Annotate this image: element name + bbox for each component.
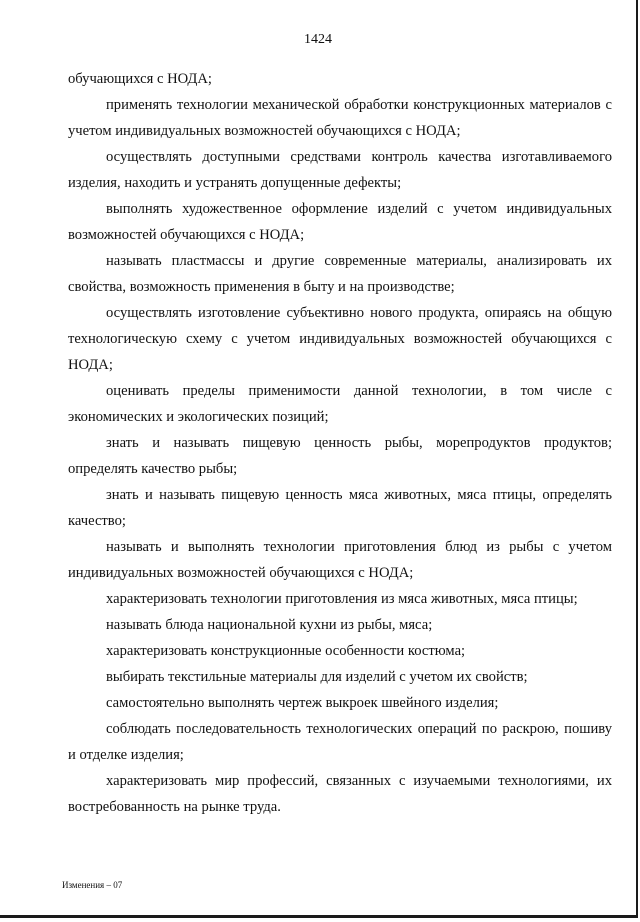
paragraph: соблюдать последовательность технологических операций по раскрою, пошиву и отделке изделия; (68, 721, 612, 763)
paragraph: оценивать пределы применимости данной технологии, в том числе с экономических и экологических позиций; (68, 383, 612, 425)
paragraph: выбирать текстильные материалы для изделий с учетом их свойств; (106, 669, 528, 685)
paragraph: характеризовать технологии приготовления из мяса животных, мяса птицы; (106, 591, 578, 607)
paragraph-continuation: обучающихся с НОДА; (68, 71, 212, 87)
paragraph: выполнять художественное оформление изделий с учетом индивидуальных возможностей обучающихся с НОДА; (68, 201, 612, 243)
paragraph: самостоятельно выполнять чертеж выкроек швейного изделия; (106, 695, 499, 711)
paragraph: осуществлять доступными средствами контроль качества изготавливаемого изделия, находить и устранять допущенные дефекты; (68, 149, 612, 191)
paragraph: осуществлять изготовление субъективно нового продукта, опираясь на общую технологическую схему с учетом индивидуальных возможностей обучающихся с НОДА; (68, 305, 612, 373)
paragraph: знать и называть пищевую ценность мяса животных, мяса птицы, определять качество; (68, 487, 612, 529)
paragraph: характеризовать конструкционные особенности костюма; (106, 643, 466, 659)
paragraph: применять технологии механической обработки конструкционных материалов с учетом индивидуальных возможностей обучающихся с НОДА; (68, 97, 612, 139)
body-text (68, 66, 612, 820)
paragraph: называть блюда национальной кухни из рыбы, мяса; (106, 617, 433, 633)
paragraph: знать и называть пищевую ценность рыбы, морепродуктов продуктов; определять качество рыбы; (68, 435, 612, 477)
revision-footer: Изменения – 07 (62, 880, 123, 890)
paragraph: характеризовать мир профессий, связанных с изучаемыми технологиями, их востребованность на рынке труда. (68, 773, 612, 815)
paragraph: называть и выполнять технологии приготовления блюд из рыбы с учетом индивидуальных возможностей обучающихся с НОДА; (68, 539, 612, 581)
paragraph: называть пластмассы и другие современные материалы, анализировать их свойства, возможность применения в быту и на производстве; (68, 253, 612, 295)
page-number: 1424 (304, 32, 332, 47)
